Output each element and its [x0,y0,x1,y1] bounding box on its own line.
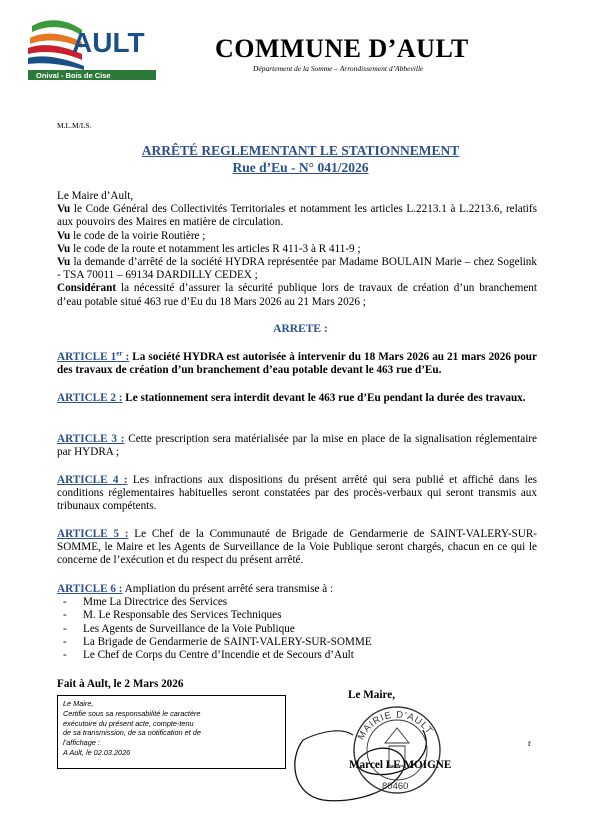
stamp-postcode: 80460 [382,781,409,792]
stamp-text: MAIRIE D'AULT [355,709,435,742]
vu-label: Vu [57,229,71,242]
article-2-text: Le stationnement sera interdit devant le 463 rue d’Eu pendant la durée des travaux. [122,392,526,404]
decree-title: ARRÊTÉ REGLEMENTANT LE STATIONNEMENT [141,143,460,158]
list-item: - M. Le Responsable des Services Techniques [57,609,537,622]
article-4-text: Les infractions aux dispositions du présent arrêté qui sera publié et affiché dans les conditions réglementaires habituelles seront constatées par des procès-verbaux qui seront transmis aux tribunaux compétents. [57,474,538,513]
cert-line: Le Maire, [63,699,94,708]
article-6-text: Ampliation du présent arrêté sera transmise à : [122,583,334,595]
cert-line: Certifie sous sa responsabilité le caractère [63,708,201,718]
article-6 [57,583,537,662]
preamble-intro: Le Maire d’Ault, [57,190,134,202]
cert-line: de sa transmission, de sa notification et de [63,728,201,738]
article-1-sup: er [116,349,123,358]
vu-text: la demande d’arrêté de la société HYDRA représentée par Madame BOULAIN Marie – chez Sogelink - TSA 70011 – 69134 DARDILLY CEDEX ; [57,256,537,282]
margin-mark: r [528,738,531,748]
preamble-considerant [57,282,537,308]
commune-logo [24,12,164,84]
considerant-label: Considérant [57,282,117,295]
certification-box [57,695,286,769]
reference-code: M.L.M/LS. [57,121,92,130]
list-item: - Mme La Directrice des Services [57,596,537,609]
arrete-heading: ARRETE : [273,323,328,335]
cert-line: l’affichage : [63,738,100,748]
list-item: - La Brigade de Gendarmerie de SAINT-VALERY-SUR-SOMME [57,636,537,649]
considerant-text: la nécessité d’assurer la sécurité publique lors de travaux de création d’un branchement d’eau potable situé 463 rue d’Eu du 18 Mars 2026 au 21 Mars 2026 ; [57,282,537,308]
article-3 [57,433,537,459]
commune-subtitle: Département de la Somme – Arrondissement d’Abbeville [253,64,424,73]
article-5-label: ARTICLE 5 : [57,528,129,540]
mayor-name: Marcel LE MOIGNE [349,759,452,771]
article-5 [57,528,537,568]
list-item: - Les Agents de Surveillance de la Voie Publique [57,623,537,636]
vu-text: le code de la voirie Routière ; [70,229,206,242]
svg-text:MAIRIE D'AULT [356,709,435,741]
distribution-list [57,596,537,662]
article-5-text: Le Chef de la Communauté de Brigade de Gendarmerie de SAINT-VALERY-SUR-SOMME, le Maire et les Agents de Surveillance de la Voie Publique seront chargés, chacun en ce qui le concerne de l’exécution et du respect du présent arrêté. [57,528,538,567]
article-1-text: La société HYDRA est autorisée à intervenir du 18 Mars 2026 au 21 mars 2026 pour des travaux de création d’un branchement d’eau potable devant le 463 rue d’Eu. [57,351,537,377]
vu-label: Vu [57,242,71,255]
commune-title: COMMUNE D’AULT [215,34,469,63]
article-4-label: ARTICLE 4 : [57,474,128,486]
cert-line: exécutoire du présent acte, compte-tenu [63,718,194,728]
logo-subtext: Onival - Bois de Cise [36,71,111,80]
logo-text: AULT [72,27,145,58]
signing-place-date: Fait à Ault, le 2 Mars 2026 [57,678,184,690]
preamble-vu-3 [57,243,537,256]
article-3-label: ARTICLE 3 : [57,433,125,445]
article-2 [57,392,537,405]
cert-line: A Ault, le 02.03.2026 [63,747,131,757]
article-2-label: ARTICLE 2 : [57,392,123,404]
list-item: - Le Chef de Corps du Centre d’Incendie et de Secours d’Ault [57,649,537,662]
official-stamp [345,688,450,798]
vu-text: le Code Général des Collectivités Territoriales et notamment les articles L.2213.1 à L.2213.6, relatifs aux pouvoirs des Maires en matière de circulation. [57,203,537,229]
preamble [57,190,537,309]
article-3-text: Cette prescription sera matérialisée par la mise en place de la signalisation réglementaire par HYDRA ; [57,433,537,459]
preamble-vu-1 [57,203,537,229]
vu-label: Vu [57,256,71,269]
stamp-graphic [345,688,450,798]
mayor-label: Le Maire, [348,689,396,701]
article-6-label: ARTICLE 6 : [57,583,123,595]
logo-graphic [24,12,164,84]
vu-text: le code de la route et notamment les articles R 411-3 à R 411-9 ; [70,242,361,255]
vu-label: Vu [57,203,71,216]
preamble-vu-4 [57,256,537,282]
article-4 [57,474,537,514]
article-1 [57,351,537,377]
decree-subtitle: Rue d’Eu - N° 041/2026 [232,160,369,175]
preamble-vu-2 [57,230,537,243]
article-1-label: ARTICLE 1er : [57,349,130,363]
